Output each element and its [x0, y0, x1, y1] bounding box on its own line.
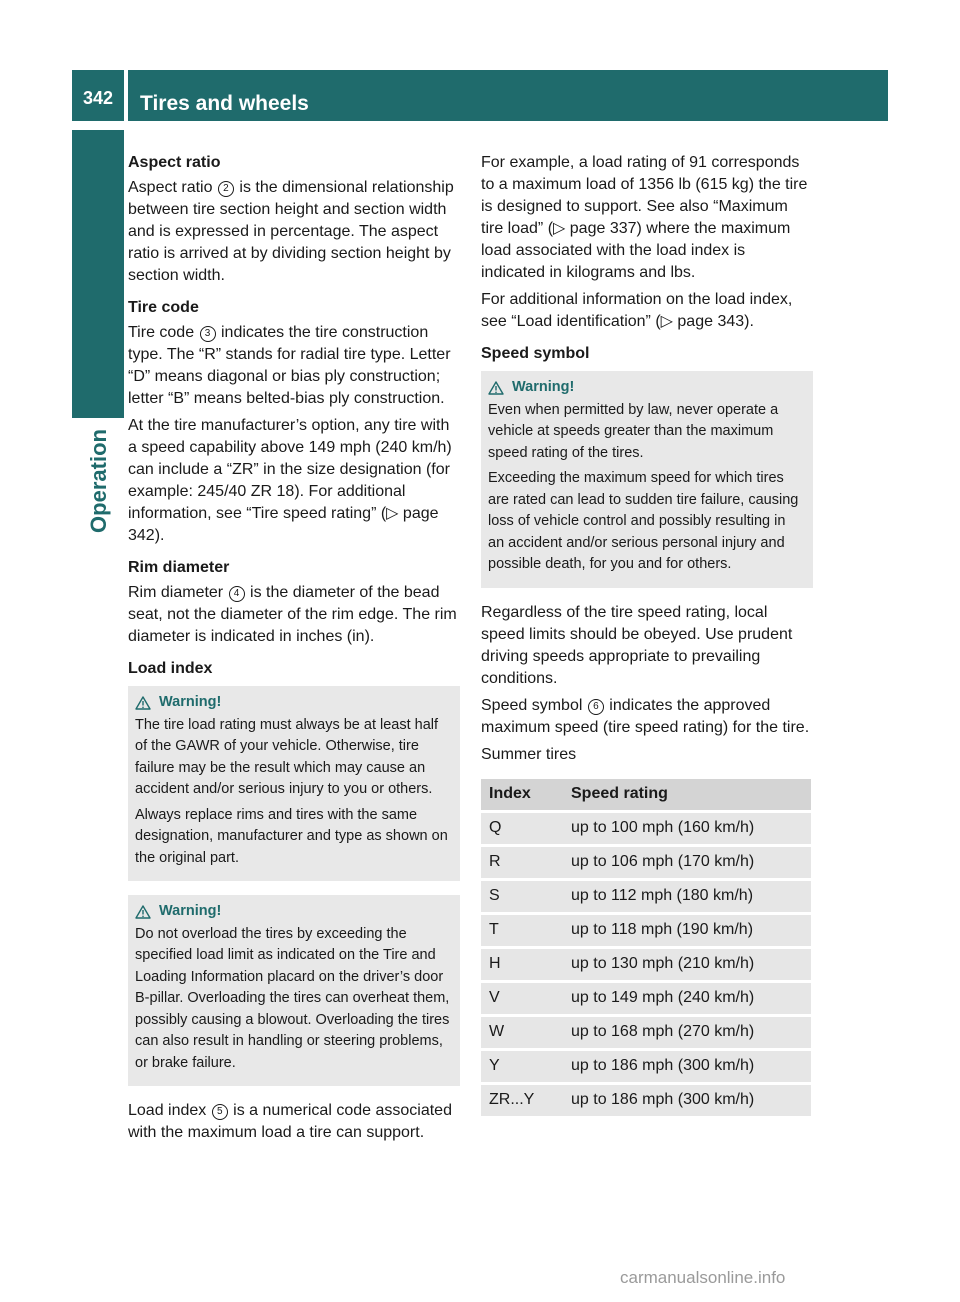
- page-number: 342: [72, 70, 124, 121]
- warning-title: [488, 377, 805, 399]
- watermark-link[interactable]: carmanualsonline.info: [620, 1268, 786, 1287]
- warning-box: [128, 686, 460, 881]
- table-row: [481, 1051, 811, 1082]
- speed-cell: up to 100 mph (160 km/h): [563, 813, 811, 844]
- warning-box: [128, 895, 460, 1086]
- warning-triangle-icon: [135, 905, 151, 919]
- aspect-ratio-heading: Aspect ratio: [128, 154, 221, 171]
- text-part: indicates the tire construction type. The “R” stands for radial tire type. Letter “D” means diagonal or bias ply construction; letter “B” means belted-bias ply construction.: [128, 324, 451, 407]
- text-part: is a numerical code associated with the maximum load a tire can support.: [128, 1102, 452, 1141]
- index-cell: Y: [481, 1051, 563, 1082]
- text-part: indicates the approved maximum speed (tire speed rating) for the tire.: [481, 696, 810, 736]
- speed-cell: up to 118 mph (190 km/h): [563, 915, 811, 946]
- warning-box: [481, 371, 813, 588]
- load-index-text: [128, 1100, 460, 1144]
- callout-number: 5: [212, 1104, 228, 1120]
- speed-symbol-text: [481, 695, 813, 739]
- load-index-heading: Load index: [128, 660, 213, 677]
- text-part: Aspect ratio: [128, 179, 217, 196]
- table-row: [481, 949, 811, 980]
- index-cell: S: [481, 881, 563, 912]
- warning-label: Warning!: [159, 903, 222, 919]
- table-row: [481, 915, 811, 946]
- callout-number: 6: [588, 699, 604, 715]
- callout-number: 2: [218, 181, 234, 197]
- load-example-text: For example, a load rating of 91 corresponds to a maximum load of 1356 lb (615 kg) the tire is designed to support. See also “Maximum tire load” (▷ page 337) where the maximum load associated with the load index is indicated in kilograms and lbs.: [481, 154, 808, 281]
- speed-cell: up to 112 mph (180 km/h): [563, 881, 811, 912]
- rim-diameter-text: [128, 582, 460, 648]
- warning-triangle-icon: [135, 696, 151, 710]
- text-part: is the dimensional relationship between tire section height and section width and is expressed in percentage. The aspect ratio is arrived at by dividing section height by section width.: [128, 179, 454, 284]
- text-part: Tire code: [128, 324, 199, 341]
- warning-triangle-icon: [488, 381, 504, 395]
- warning-text: Do not overload the tires by exceeding the specified load limit as indicated on the Tire and Loading Information placard on the driver’s door B-pillar. Overloading the tires can overheat them, possibly causing a blowout. Overloading the tires can also result in handling or steering problems, or brake failure.: [135, 925, 450, 1071]
- warning-text: The tire load rating must always be at least half of the GAWR of your vehicle. Otherwise, tire failure may be the result which may cause an accident and/or serious injury to you or others.: [135, 716, 439, 797]
- text-part: Speed symbol: [481, 696, 587, 714]
- index-cell: W: [481, 1017, 563, 1048]
- tire-code-text: [128, 322, 460, 410]
- warning-label: Warning!: [159, 694, 222, 710]
- aspect-ratio-text: [128, 177, 460, 287]
- section-title: Tires and wheels: [128, 70, 888, 121]
- index-cell: V: [481, 983, 563, 1014]
- index-cell: R: [481, 847, 563, 878]
- speed-cell: up to 149 mph (240 km/h): [563, 983, 811, 1014]
- load-additional-text: For additional information on the load index, see “Load identification” (▷ page 343).: [481, 291, 793, 330]
- warning-label: Warning!: [512, 379, 575, 395]
- speed-cell: up to 130 mph (210 km/h): [563, 949, 811, 980]
- side-tab-block: [72, 130, 124, 418]
- speed-rating-table: [481, 776, 811, 1119]
- table-row: [481, 847, 811, 878]
- callout-number: 4: [229, 586, 245, 602]
- table-row: [481, 1085, 811, 1116]
- side-tab: [84, 418, 114, 543]
- callout-number: 3: [200, 326, 216, 342]
- table-row: [481, 1017, 811, 1048]
- rim-diameter-heading: Rim diameter: [128, 559, 230, 576]
- zr-text: At the tire manufacturer’s option, any tire with a speed capability above 149 mph (240 km/h) can include a “ZR” in the size designation (for example: 245/40 ZR 18). For additional information, see “Tire speed rating” (▷ page 342).: [128, 417, 452, 544]
- index-cell: T: [481, 915, 563, 946]
- table-row: [481, 881, 811, 912]
- speed-cell: up to 186 mph (300 km/h): [563, 1085, 811, 1116]
- table-row: [481, 813, 811, 844]
- warning-text: Even when permitted by law, never operate a vehicle at speeds greater than the maximum speed rating of the tires.: [488, 401, 779, 461]
- warning-title: [135, 692, 452, 714]
- index-cell: ZR...Y: [481, 1085, 563, 1116]
- warning-text: Exceeding the maximum speed for which tires are rated can lead to sudden tire failure, causing loss of vehicle control and possibly resulting in an accident and/or serious personal injury and possible death, for you and for others.: [488, 470, 799, 572]
- table-header-row: [481, 779, 811, 810]
- index-cell: H: [481, 949, 563, 980]
- speed-symbol-heading: Speed symbol: [481, 345, 590, 362]
- left-column: [128, 152, 460, 1149]
- speed-cell: up to 168 mph (270 km/h): [563, 1017, 811, 1048]
- table-header-index: Index: [481, 779, 563, 810]
- text-part: Load index: [128, 1102, 211, 1119]
- text-part: Rim diameter: [128, 584, 228, 601]
- right-column: [481, 152, 813, 1119]
- regardless-text: Regardless of the tire speed rating, local speed limits should be obeyed. Use prudent driving speeds appropriate to prevailing conditions.: [481, 603, 793, 687]
- text-part: is the diameter of the bead seat, not the diameter of the rim edge. The rim diameter is indicated in inches (in).: [128, 584, 457, 645]
- speed-cell: up to 106 mph (170 km/h): [563, 847, 811, 878]
- side-tab-label: Operation: [86, 428, 111, 533]
- speed-cell: up to 186 mph (300 km/h): [563, 1051, 811, 1082]
- summer-tires-label: Summer tires: [481, 745, 577, 763]
- tire-code-heading: Tire code: [128, 299, 199, 316]
- table-header-speed: Speed rating: [563, 779, 811, 810]
- warning-text: Always replace rims and tires with the same designation, manufacturer and type as shown on the original part.: [135, 806, 448, 866]
- index-cell: Q: [481, 813, 563, 844]
- table-row: [481, 983, 811, 1014]
- warning-title: [135, 901, 452, 923]
